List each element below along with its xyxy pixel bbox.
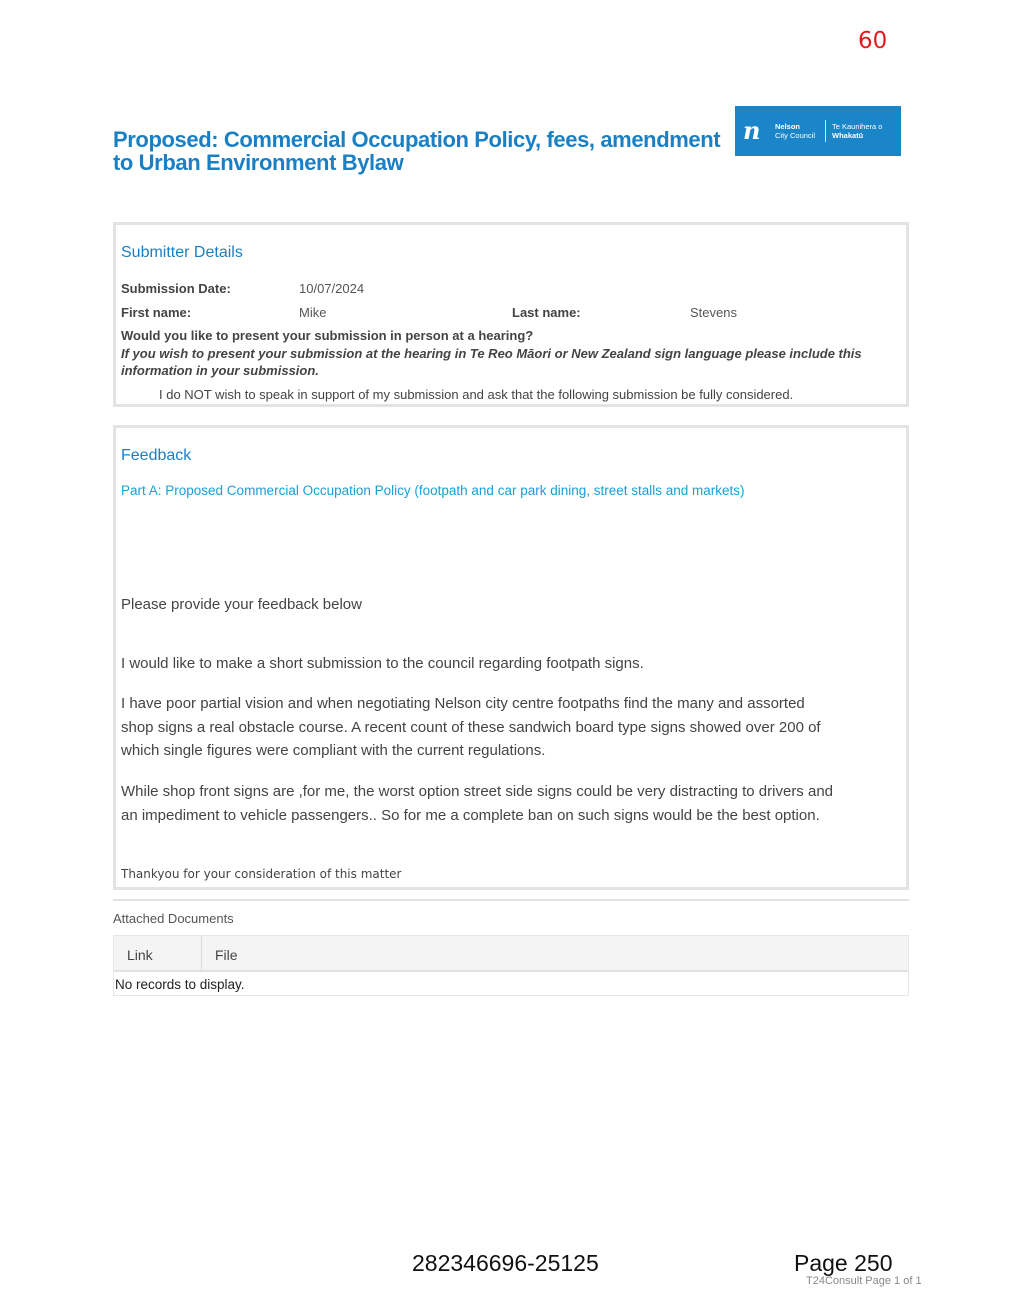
page-number: 60 bbox=[858, 28, 888, 54]
feedback-paragraph: While shop front signs are ,for me, the worst option street side signs could be very distracting to drivers and an impediment to vehicle passengers.. So for me a complete ban on such signs would be the best option. bbox=[121, 783, 834, 824]
logo-maori-name: Te Kaunihera o Whakatū bbox=[832, 122, 883, 140]
logo-mark-icon: n bbox=[743, 116, 758, 145]
document-title: Proposed: Commercial Occupation Policy, fees, amendment to Urban Environment Bylaw bbox=[113, 127, 721, 175]
logo-english-name: Nelson City Council bbox=[775, 122, 816, 140]
footer-system-pagination: T24Consult Page 1 of 1 bbox=[806, 1275, 922, 1287]
column-header-file[interactable]: File bbox=[215, 947, 238, 963]
feedback-prompt: Please provide your feedback below bbox=[121, 596, 362, 613]
section-divider bbox=[113, 899, 909, 901]
first-name-label: First name: bbox=[121, 305, 192, 320]
feedback-closing: Thankyou for your consideration of this matter bbox=[121, 867, 402, 881]
last-name-label: Last name: bbox=[512, 305, 581, 320]
feedback-paragraph: I would like to make a short submission to the council regarding footpath signs. bbox=[121, 655, 644, 672]
last-name-value: Stevens bbox=[690, 305, 737, 320]
logo-divider bbox=[825, 120, 826, 142]
feedback-panel bbox=[113, 425, 909, 890]
first-name-value: Mike bbox=[299, 305, 327, 320]
hearing-question: Would you like to present your submission in person at a hearing? bbox=[121, 328, 534, 343]
attachments-table-header bbox=[114, 936, 908, 972]
hearing-language-note: If you wish to present your submission at the hearing in Te Reo Māori or New Zealand sign language please include this information in your submission. bbox=[121, 346, 862, 378]
column-divider bbox=[201, 936, 202, 972]
footer-page-number: Page 250 bbox=[794, 1250, 893, 1276]
feedback-paragraph: I have poor partial vision and when negotiating Nelson city centre footpaths find the many and assorted shop signs a real obstacle course. A recent count of these sandwich board type signs showed over 200 of which single figures were compliant with the current regulations. bbox=[121, 695, 821, 759]
submission-date-value: 10/07/2024 bbox=[299, 281, 365, 296]
submitter-details-panel bbox=[113, 222, 909, 407]
attachments-table bbox=[113, 935, 909, 996]
attached-documents-heading: Attached Documents bbox=[113, 911, 234, 926]
part-a-heading: Part A: Proposed Commercial Occupation Policy (footpath and car park dining, street stalls and markets) bbox=[121, 483, 745, 498]
council-logo bbox=[735, 106, 901, 156]
no-records-message: No records to display. bbox=[115, 977, 245, 992]
hearing-answer: I do NOT wish to speak in support of my submission and ask that the following submission be fully considered. bbox=[159, 387, 794, 402]
footer-document-id: 282346696-25125 bbox=[412, 1250, 599, 1276]
submitter-details-heading: Submitter Details bbox=[121, 244, 243, 261]
submission-date-label: Submission Date: bbox=[121, 281, 231, 296]
feedback-heading: Feedback bbox=[121, 447, 192, 464]
column-header-link[interactable]: Link bbox=[127, 947, 153, 963]
